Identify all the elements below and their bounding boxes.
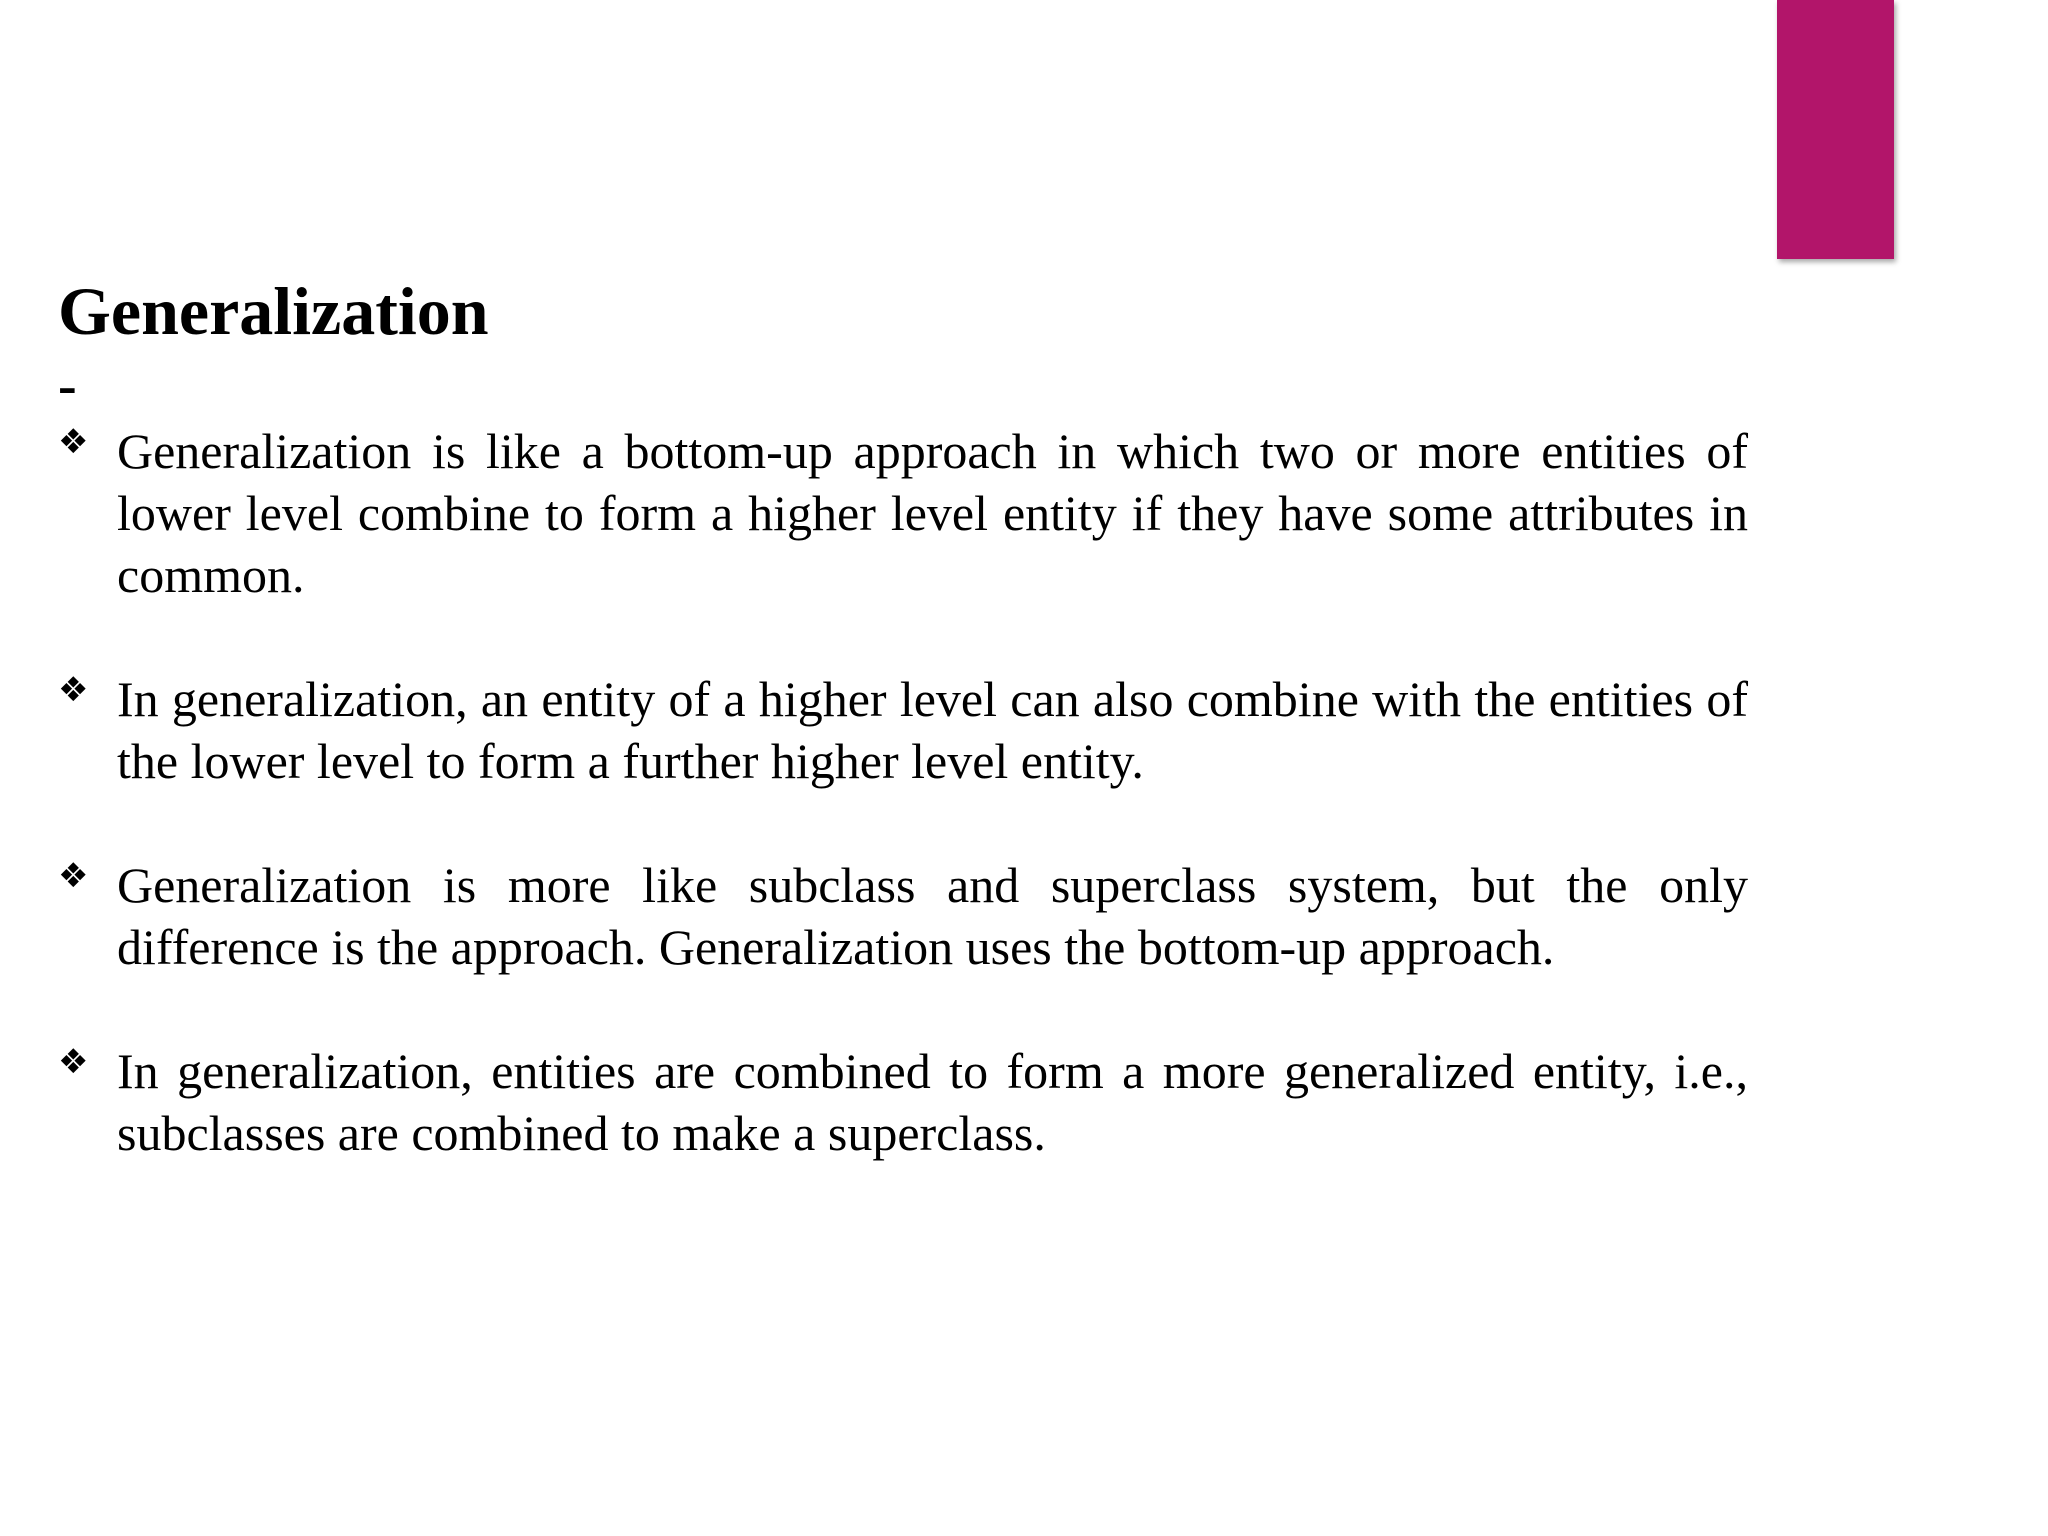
four-diamond-icon: ❖ — [58, 422, 89, 462]
bullet-item — [58, 668, 1748, 792]
slide-title: Generalization — [58, 273, 489, 349]
four-diamond-icon: ❖ — [58, 670, 89, 710]
bullet-text: Generalization is like a bottom-up approach in which two or more entities of lower level combine to form a higher level entity if they have some attributes in common. — [117, 423, 1748, 603]
accent-bar — [1777, 0, 1894, 259]
four-diamond-icon: ❖ — [58, 1042, 89, 1082]
bullet-item — [58, 420, 1748, 606]
bullet-text: In generalization, an entity of a higher level can also combine with the entities of the lower level to form a further higher level entity. — [117, 671, 1748, 789]
bullet-text: Generalization is more like subclass and superclass system, but the only difference is the approach. Generalization uses the bottom-up approach. — [117, 857, 1748, 975]
bullet-list — [58, 420, 1748, 1226]
bullet-item — [58, 1040, 1748, 1164]
four-diamond-icon: ❖ — [58, 856, 89, 896]
bullet-item — [58, 854, 1748, 978]
bullet-text: In generalization, entities are combined to form a more generalized entity, i.e., subclasses are combined to make a superclass. — [117, 1043, 1748, 1161]
title-dash: - — [58, 355, 77, 417]
